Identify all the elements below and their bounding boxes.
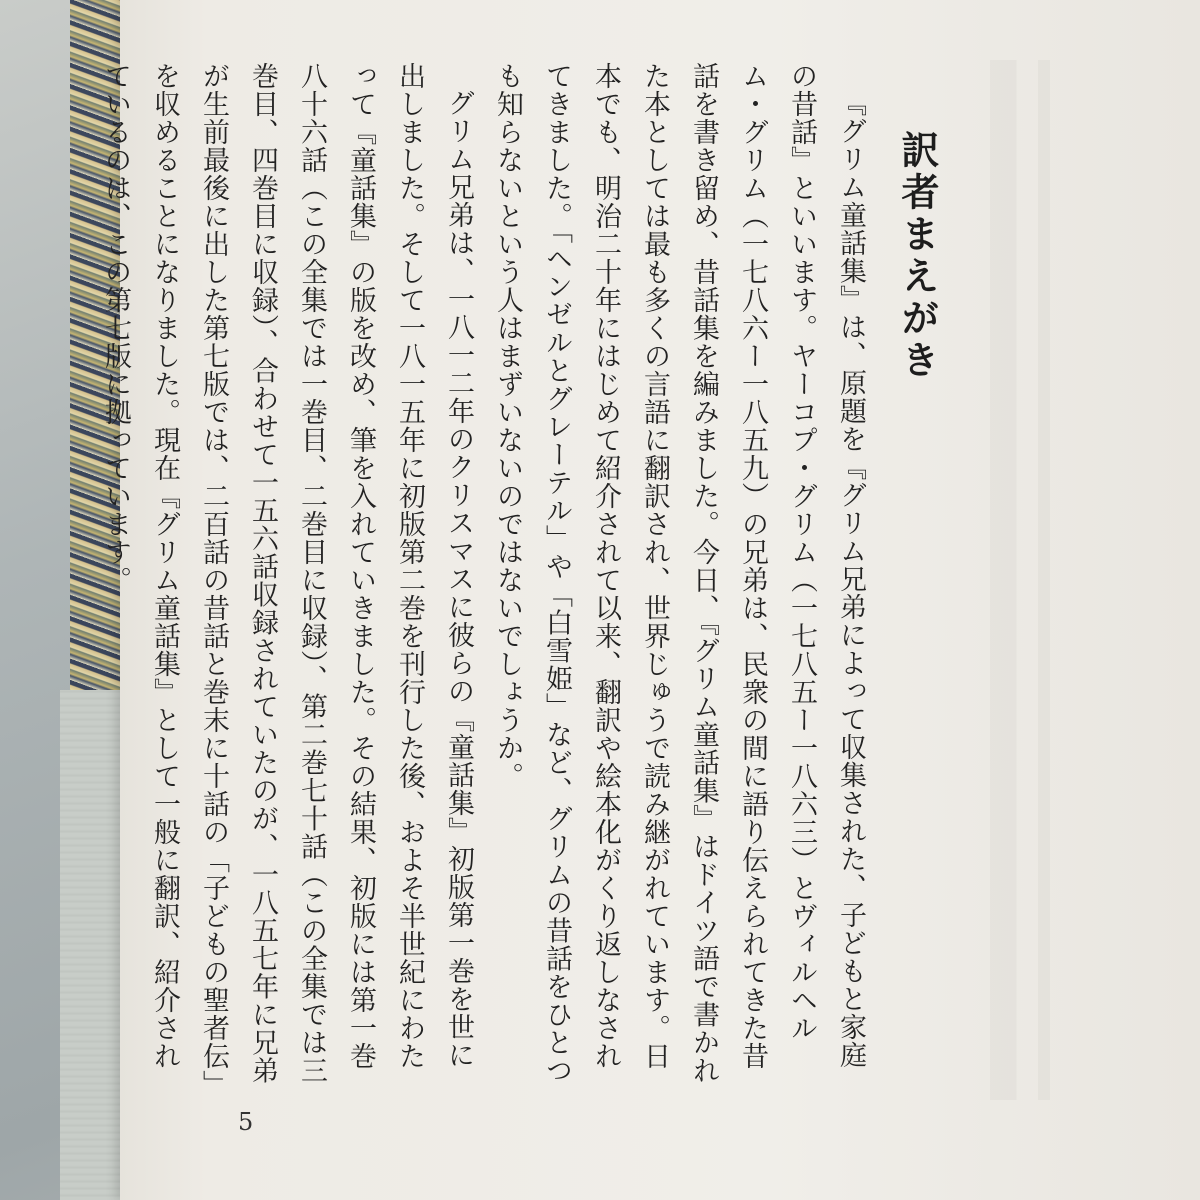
body-text	[91, 62, 875, 1092]
page-number: 5	[238, 1108, 254, 1136]
paragraph-2: グリム兄弟は、一八一二年のクリスマスに彼らの『童話集』初版第一巻を世に出しました。そして一八一五年に初版第二巻を刊行した後、およそ半世紀にわたって『童話集』の版を改め、筆を入れていきました。その結果、初版には第一巻八十六話（この全集では一巻目、二巻目に収録）、第二巻七十話（この全集では三巻目、四巻目に収録）、合わせて一五六話収録されていたのが、一八五七年に兄弟が生前最後に出した第七版では、二百話の昔話と巻末に十話の「子どもの聖者伝」を収めることになりました。現在『グリム童話集』として一般に翻訳、紹介されているのは、この第七版に拠っています。	[100, 62, 474, 1085]
paragraph-1: 『グリム童話集』は、原題を『グリム兄弟によって収集された、子どもと家庭の昔話』といいます。ヤーコプ・グリム（一七八五ー一八六三）とヴィルヘルム・グリム（一七八六ー一八五九）の兄弟は、民衆の間に語り伝えられてきた昔話を書き留め、昔話集を編みました。今日、『グリム童話集』はドイツ語で書かれた本としては最も多くの言語に翻訳され、世界じゅうで読み継がれています。日本でも、明治二十年にはじめて紹介されて以来、翻訳や絵本化がくり返しなされてきました。「ヘンゼルとグレーテル」や「白雪姫」など、グリムの昔話をひとつも知らないという人はまずいないのではないでしょうか。	[492, 62, 866, 1085]
page-title: 訳者まえがき	[895, 130, 939, 382]
bleed-through-texture	[990, 60, 1050, 1100]
book-page	[100, 0, 1200, 1200]
